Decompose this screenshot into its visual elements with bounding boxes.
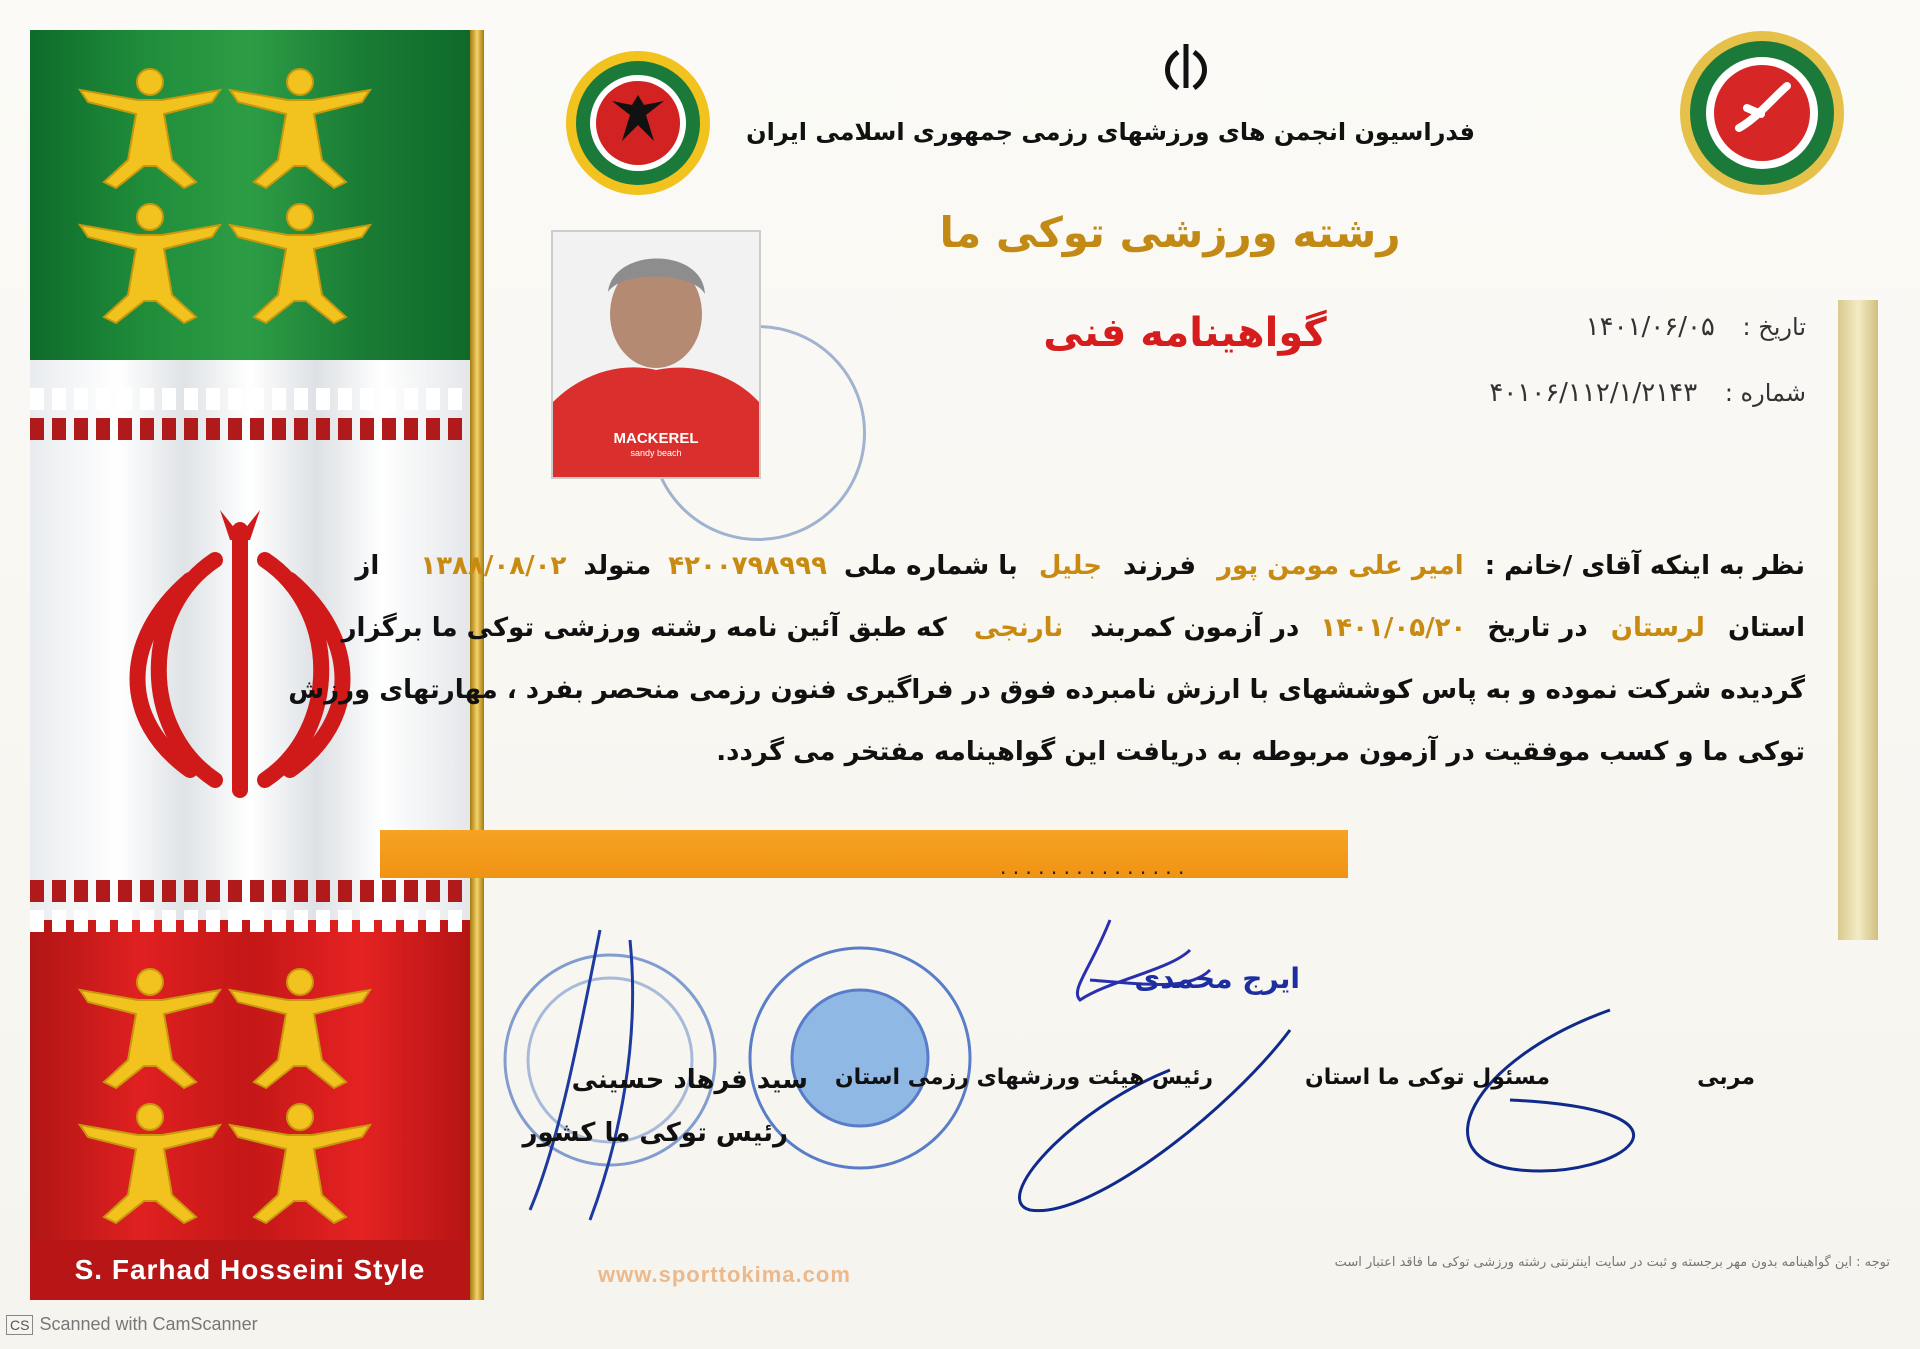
exam-date: ۱۴۰۱/۰۵/۲۰ (1320, 613, 1467, 643)
date-line (1586, 312, 1806, 342)
belt-color: نارنجی (973, 613, 1064, 643)
banner-caption: S. Farhad Hosseini Style (30, 1240, 470, 1300)
kufic-stripe-bottom (30, 880, 470, 902)
website-link[interactable]: www.sporttokima.com (598, 1262, 851, 1287)
body-text: که طبق آئین نامه رشته ورزشی توکی ما برگزار (341, 613, 947, 643)
iran-emblem-small-icon (1158, 38, 1214, 94)
province: لرستان (1610, 613, 1705, 643)
camscanner-watermark (6, 1314, 258, 1335)
shirt-text: MACKEREL (613, 430, 699, 447)
coach-label: مربی (1697, 1065, 1755, 1090)
footer-note: توجه : این گواهینامه بدون مهر برجسته و ثبت در سایت اینترنتی رشته ورزشی توکی ما فاقد اعتبار است (1334, 1255, 1890, 1270)
number-value: ۴۰۱۰۶/۱۱۲/۱/۲۱۴۳ (1489, 378, 1698, 408)
holder-photo (553, 232, 759, 477)
kufic-stripe-top-2 (30, 418, 470, 440)
certificate-title: گواهینامه فنی (1043, 310, 1327, 356)
tokima-logo-icon (1677, 28, 1847, 198)
board-head-name: ایرج محمدی (1134, 962, 1300, 995)
founder-title: رئیس توکی ما کشور (522, 1118, 788, 1148)
holder-name: امیر علی مومن پور (1217, 551, 1464, 581)
fighters-bottom-icon (70, 960, 390, 1240)
fighters-top-icon (70, 50, 390, 340)
field-title: رشته ورزشی توکی ما (939, 208, 1401, 257)
body-line-2 (341, 597, 1805, 659)
kufic-stripe-bottom-2 (30, 910, 470, 932)
body-text: با شماره ملی (844, 551, 1018, 581)
national-id: ۴۲۰۰۷۹۸۹۹۹ (668, 551, 827, 581)
orange-divider-bar (380, 830, 1348, 878)
board-head-label: رئیس هیئت ورزشهای رزمی استان (834, 1065, 1213, 1090)
father-name: جلیل (1038, 551, 1102, 581)
shirt-subtext: sandy beach (630, 448, 682, 458)
body-line-3: گردیده شرکت نموده و به پاس کوششهای با ارزش نامبرده فوق در فراگیری فنون رزمی منحصر بفرد ، مهارتهای ورزش (288, 675, 1805, 705)
gold-side-strip (1838, 300, 1878, 940)
body-text: در تاریخ (1487, 613, 1588, 643)
iran-emblem-icon (120, 490, 360, 820)
date-label: تاریخ : (1742, 313, 1806, 341)
camscanner-label: Scanned with CamScanner (39, 1314, 258, 1334)
body-text: در آزمون کمربند (1090, 613, 1300, 643)
organization-name: فدراسیون انجمن های ورزشهای رزمی جمهوری اسلامی ایران (746, 118, 1475, 146)
federation-logo-icon (563, 45, 713, 200)
body-text: نظر به اینکه آقای /خانم : (1484, 551, 1805, 581)
provincial-official-label: مسئول توکی ما استان (1304, 1065, 1550, 1090)
body-line-1 (355, 535, 1805, 597)
body-text: از (355, 551, 380, 581)
body-text: استان (1727, 613, 1805, 643)
date-value: ۱۴۰۱/۰۶/۰۵ (1585, 312, 1715, 342)
coach-signature (1468, 1010, 1634, 1171)
body-line-4: توکی ما و کسب موفقیت در آزمون مربوطه به دریافت این گواهینامه مفتخر می گردد. (716, 737, 1805, 767)
body-text: فرزند (1123, 551, 1196, 581)
number-line (1489, 378, 1806, 408)
camscanner-icon: CS (6, 1315, 33, 1335)
birth-date: ۱۳۸۸/۰۸/۰۲ (420, 551, 567, 581)
number-label: شماره : (1724, 379, 1806, 407)
certificate-body (288, 535, 1805, 783)
dotted-line: . . . . . . . . . . . . . . . (1000, 855, 1185, 879)
body-text: متولد (583, 551, 652, 581)
official-signature (1019, 1030, 1290, 1211)
kufic-stripe-top (30, 388, 470, 410)
founder-name: سید فرهاد حسینی (571, 1065, 808, 1095)
